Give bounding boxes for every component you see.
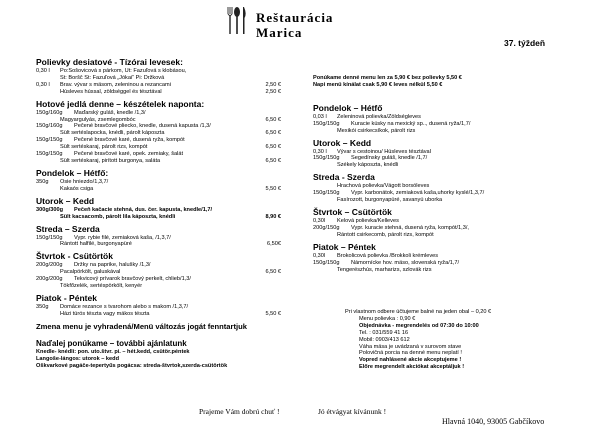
menu-item — [36, 283, 281, 290]
item-price — [255, 207, 281, 214]
item-description: Kelová polievka/Kelleves — [337, 217, 399, 224]
restaurant-title — [256, 10, 333, 40]
item-description: Mexikói csirkecsíkok, párolt rizs — [337, 127, 416, 134]
item-description: Segedínsky guláš, knedle /1,7/ — [351, 155, 428, 162]
item-description: Pečeň kačacie stehná, dus. čer. kapusta, knedle/1,7/ — [74, 206, 213, 213]
address: Hlavná 1040, 93005 Gabčíkovo — [442, 417, 545, 426]
item-price — [517, 190, 543, 197]
item-portion: 150g/150g — [36, 234, 63, 241]
item-description: Hrachová polievka/Vágott borsóleves — [337, 183, 430, 190]
menu-item — [36, 241, 281, 248]
item-description: Brokolicová polievka /Brokkoli krémleves — [337, 252, 439, 259]
item-price — [517, 162, 543, 169]
item-description: Po:Šošovicová s párkom, Ut: Fazuľová s klobásou, — [60, 68, 187, 74]
item-portion — [36, 75, 60, 82]
spacer — [313, 89, 543, 103]
section-heading: Polievky desiatové - Tízórai levesek: — [36, 57, 183, 67]
item-portion: 300g/300g — [36, 206, 64, 213]
item-price — [255, 110, 281, 117]
item-portion: 150g/160g — [36, 109, 63, 116]
section-heading: Štvrtok – Csütörtök — [313, 206, 392, 217]
item-price: 5,50 € — [265, 185, 281, 192]
item-description: Tökfőzelék, sertéspörkölt, kenyér — [60, 283, 143, 290]
item-description: Sült sertéskaraj, pirított burgonya, saláta — [60, 157, 161, 164]
item-description: Sült kacsacomb, párolt lila káposzta, knédli — [60, 213, 176, 220]
item-portion — [36, 214, 60, 221]
menu-item — [313, 149, 543, 156]
section-heading: Utorok – Kedd — [313, 137, 372, 148]
item-description: Pečené bravčové pliecko, knedle, dusená kapusta /1,3/ — [74, 123, 211, 130]
item-price: 6,50 € — [265, 130, 281, 137]
mobile: Mobil: 0903/413 612 — [359, 336, 410, 343]
item-portion: 150g/150g — [313, 155, 340, 162]
item-price — [517, 183, 543, 190]
item-price: 2,50 € — [265, 88, 281, 95]
item-price — [517, 267, 543, 274]
item-portion — [36, 89, 60, 96]
item-portion — [36, 311, 60, 318]
right-column — [313, 75, 543, 273]
item-description: Rántott halfilé, burgonyapüré — [60, 241, 132, 248]
section-heading: Utorok – Kedd — [36, 195, 95, 206]
item-price — [517, 225, 543, 232]
item-price — [517, 253, 543, 260]
menu-item — [36, 311, 281, 318]
menu-item — [36, 110, 281, 117]
menu-item — [36, 89, 281, 96]
thanks-hu: Jó étvágyat kívánunk ! — [318, 407, 387, 416]
item-price: 6,50 € — [265, 116, 281, 123]
menu-price-sk: Ponúkame denné menu len za 5,90 € bez polievky 5,50 € — [313, 75, 462, 81]
item-description: Zeleninová polievka/Zöldségleves — [337, 113, 421, 120]
item-price — [255, 179, 281, 186]
item-portion: 150g/150g — [313, 190, 340, 197]
item-description: Držky na paprike, halušky /1,3/ — [74, 262, 151, 269]
item-description: Pečené bravčové karé, opek. zemiaky, šalát — [74, 151, 184, 158]
item-price: 8,90 € — [265, 213, 281, 220]
section-heading: Streda - Szerda — [313, 172, 375, 183]
item-price — [255, 304, 281, 311]
further-offer-item: Langoše-lángos: utorok – kedd — [36, 355, 119, 362]
item-price — [517, 218, 543, 225]
further-offer-item: Oškvarkové pagáče-tepertyűs pogácsa: streda-štvrtok,szerda-csütörtök — [36, 362, 228, 369]
menu-item — [36, 179, 281, 186]
item-price — [517, 260, 543, 267]
item-description: St: Boršč St: Fazuľová „Jókai“ Pi: Držková — [60, 74, 165, 81]
preorder-hu: Előre megrendelt akciókat akceptáljuk ! — [359, 364, 465, 371]
item-price — [517, 149, 543, 156]
section-heading: Štvrtok - Csütörtök — [36, 251, 113, 262]
menu-item — [36, 186, 281, 193]
item-portion: 0,30 l — [36, 68, 50, 74]
item-description: Fasírozott, burgonyapüré, savanyú uborka — [337, 197, 443, 204]
preorder-sk: Vopred nahlásené akcie akceptujeme ! — [359, 357, 462, 364]
item-portion — [36, 144, 60, 151]
item-portion — [36, 186, 60, 193]
item-description: Maďarský guláš, knedle /1,3/ — [74, 109, 146, 116]
item-description: Házi túrós tészta vagy mákos tészta — [60, 310, 150, 317]
item-description: Sült sertéslapocka, knédli, párolt káposzta — [60, 130, 165, 137]
menu-item — [313, 253, 543, 260]
item-portion: 350g — [36, 178, 49, 185]
item-description: Kakaós csiga — [60, 185, 94, 192]
menu-item — [36, 117, 281, 124]
item-portion — [313, 128, 337, 135]
item-portion: 150g/160g — [36, 123, 63, 130]
half-portion-note: Polovičná porcia na denné menu neplatí ! — [359, 350, 462, 357]
item-price — [255, 123, 281, 130]
item-portion — [313, 232, 337, 239]
item-description: Rántott csirkecomb, párolt rizs, kompót — [337, 231, 434, 238]
menu-item — [313, 197, 543, 204]
item-description: Magyargulyás, zsemlegombóc — [60, 116, 136, 123]
item-description: Sült sertéskaraj, párolt rizs, kompót — [60, 144, 148, 151]
menu-item — [36, 137, 281, 144]
item-description: Vývar s cestoinou/ Húsleves tésztával — [337, 148, 431, 155]
item-description: Vypr. karbonátok, zemiaková kaša,uhorky kyslé/1,3,7/ — [351, 190, 485, 197]
item-portion — [313, 162, 337, 169]
item-portion — [313, 183, 337, 190]
week-number: 37. týždeň — [504, 38, 546, 48]
section-heading: Pondelok – Hétfő — [313, 102, 383, 113]
phone: Tel. : 031/559 41 16 — [359, 329, 409, 336]
item-portion: 150g/150g — [36, 151, 63, 158]
item-description: Tengerészhús, marharizs, szlovák rizs — [337, 266, 432, 273]
item-price — [517, 121, 543, 128]
menu-item — [36, 82, 281, 89]
item-price: 5,50 € — [265, 310, 281, 317]
item-description: Osie hniezdo/1,3,7/ — [60, 178, 109, 185]
section-heading: Streda – Szerda — [36, 223, 100, 234]
menu-item — [313, 218, 543, 225]
item-description: Székely káposzta, knédli — [337, 162, 399, 169]
menu-item — [36, 214, 281, 221]
item-portion: 200g/200g — [36, 262, 63, 269]
item-description: Tekvicový prívarok bravčový perkelt, chlieb/1,3/ — [74, 276, 191, 283]
item-portion — [313, 267, 337, 274]
item-price — [255, 235, 281, 242]
item-description: Brav. vývar s mäsom, zeleninou a rezancami — [60, 81, 171, 88]
menu-item — [313, 155, 543, 162]
title-line-1: Reštaurácia — [256, 10, 334, 25]
item-price — [255, 75, 281, 82]
menu-item — [36, 130, 281, 137]
item-description: Vypr. rybie filé, zemiaková kaša, /1,3,7/ — [74, 234, 171, 241]
item-description: Pacalpörkölt, galuskával — [60, 269, 121, 276]
menu-item — [313, 128, 543, 135]
item-portion — [36, 283, 60, 290]
item-portion — [36, 269, 60, 276]
menu-item — [313, 225, 543, 232]
menu-item — [36, 304, 281, 311]
further-offer-heading: Naďalej ponúkame – további ajánlatunk — [36, 338, 187, 348]
section-heading: Pondelok – Hétfő: — [36, 167, 109, 178]
item-price: 2,50 € — [265, 81, 281, 88]
menu-item — [313, 121, 543, 128]
item-price: 6,50€ — [267, 241, 281, 248]
item-price: 6,50 € — [265, 144, 281, 151]
item-price: 6,50 € — [265, 269, 281, 276]
item-portion — [313, 197, 337, 204]
menu-item — [36, 75, 281, 82]
menu-item — [36, 235, 281, 242]
item-price — [255, 262, 281, 269]
item-portion: 0,30 l — [313, 148, 327, 155]
menu-item — [313, 162, 543, 169]
item-price — [517, 155, 543, 162]
item-description: Vypr. kuracie stehná, dusená ryža, kompót/1,3/, — [351, 224, 469, 231]
item-portion: 200g/150g — [313, 224, 340, 231]
left-column — [36, 57, 281, 369]
order-hours: Objednávka - megrendelés od 07:30 do 10:00 — [359, 322, 479, 329]
menu-price-hu: Napi menü kínálat csak 5,90 € leves nélkül 5,50 € — [313, 81, 443, 88]
item-portion: 0,03 l — [313, 113, 327, 120]
item-description: Pečené bravčové karé, dusená ryža, kompót — [74, 137, 185, 144]
item-portion: 0,30l — [313, 252, 326, 259]
menu-item — [36, 151, 281, 158]
item-portion: 0,30l — [313, 217, 326, 224]
soup-price: Menu polievka : 0,90 € — [359, 315, 416, 322]
menu-item — [36, 158, 281, 165]
menu-item — [36, 144, 281, 151]
menu-item — [36, 262, 281, 269]
item-portion: 150g/150g — [36, 137, 63, 144]
right-sections — [313, 103, 543, 274]
item-description: Námornícke hov. mäso, slovenská ryža/1,7/ — [351, 259, 460, 266]
item-price — [517, 128, 543, 135]
further-offer-item: Knedle- knédli: pon. uto.štvr. pi. – hét.kedd, csütör.péntek — [36, 348, 190, 355]
item-description: Kuracie kúsky na mexický sp.., dusená ryža/1,7/ — [351, 120, 471, 127]
menu-item — [313, 267, 543, 274]
item-price — [255, 276, 281, 283]
menu-item — [313, 190, 543, 197]
weight-note: Váha mäsa je uvádzaná v surovom stave — [359, 343, 462, 350]
menu-change-note: Zmena menu je vyhradená/Menü változás jogát fenntartjuk — [36, 321, 247, 331]
item-portion: 150g/150g — [313, 259, 340, 266]
menu-item — [313, 183, 543, 190]
item-portion: 350g — [36, 303, 49, 310]
item-description: Húsleves hússal, zöldséggel és tésztával — [60, 88, 162, 95]
item-portion: 200g/200g — [36, 276, 63, 283]
item-price — [517, 232, 543, 239]
item-price — [255, 68, 281, 75]
menu-item — [313, 114, 543, 121]
menu-item — [313, 232, 543, 239]
item-portion — [36, 117, 60, 124]
item-description: Domáce rezance s tvarohom alebo s makom /1,3,7/ — [60, 303, 189, 310]
menu-item — [36, 276, 281, 283]
info-block — [345, 309, 575, 371]
menu-item — [36, 123, 281, 130]
item-portion — [36, 241, 60, 248]
item-price — [255, 137, 281, 144]
menu-item — [313, 260, 543, 267]
item-price — [255, 151, 281, 158]
packaging-note: Pri vlastnom odbere účtujeme balné na jeden obal – 0,20 € — [345, 309, 492, 315]
thanks-sk: Prajeme Vám dobrú chuť ! — [199, 407, 280, 416]
item-portion: 0,30 l — [36, 81, 50, 88]
menu-item — [36, 269, 281, 276]
section-heading: Piatok – Péntek — [313, 241, 376, 252]
item-portion — [36, 158, 60, 165]
item-price — [517, 197, 543, 204]
item-portion — [36, 130, 60, 137]
cutlery-logo-icon — [223, 6, 251, 36]
menu-item — [36, 68, 281, 75]
title-line-2: Marica — [256, 25, 303, 40]
menu-item — [36, 207, 281, 214]
section-heading: Hotové jedlá denne – készételek naponta: — [36, 98, 205, 109]
item-price — [517, 114, 543, 121]
section-heading: Piatok - Péntek — [36, 292, 97, 303]
item-price: 6,50 € — [265, 157, 281, 164]
item-portion: 150g/150g — [313, 120, 340, 127]
item-price — [255, 283, 281, 290]
